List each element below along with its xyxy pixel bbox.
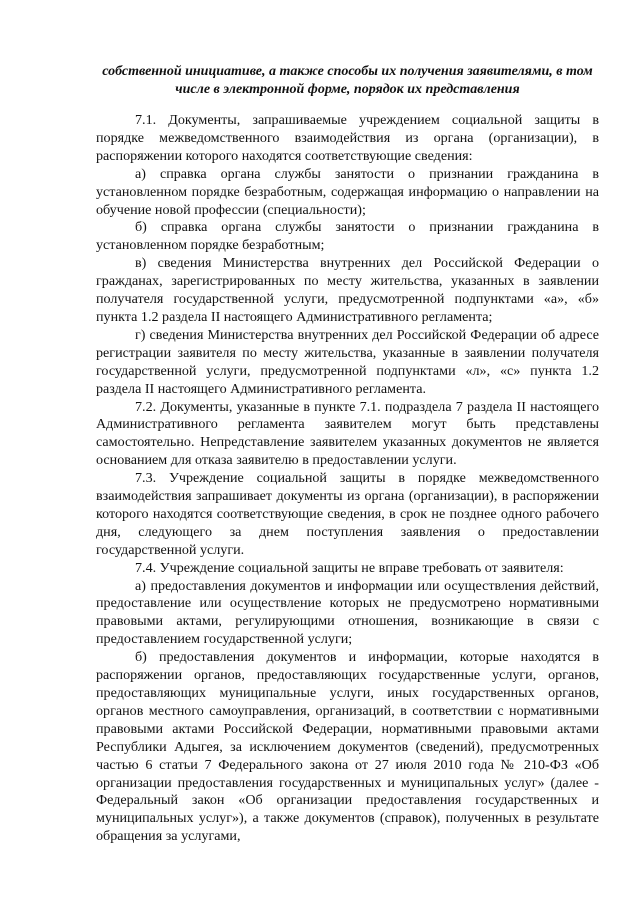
paragraph-7-2: 7.2. Документы, указанные в пункте 7.1. подраздела 7 раздела II настоящего Административного регламента заявителем могут быть представлены самостоятельно. Непредставление заявителем указанных документов не является основанием для отказа заявителю в предоставлении услуги.	[96, 398, 599, 469]
paragraph-7-3: 7.3. Учреждение социальной защиты в порядке межведомственного взаимодействия запрашивает документы из органа (организации), в распоряжении которого находятся соответствующие сведения, в срок не позднее одного рабочего дня, следующего за днем поступления заявления о предоставлении государственной услуги.	[96, 470, 599, 558]
paragraph-7-1: 7.1. Документы, запрашиваемые учреждением социальной защиты в порядке межведомственного взаимодействия из органа (организации), в распоряжении которого находятся соответствующие сведения:	[96, 112, 599, 164]
paragraph-7-1-b: б) справка органа службы занятости о признании гражданина в установленном порядке безработным;	[96, 219, 599, 254]
paragraph-7-1-g: г) сведения Министерства внутренних дел Российской Федерации об адресе регистрации заявителя по месту жительства, указанные в заявлении получателя государственной услуги, предусмотренной подпунктами «л», «с» пункта 1.2 раздела II настоящего Административного регламента.	[96, 326, 599, 397]
paragraph-7-1-v: в) сведения Министерства внутренних дел Российской Федерации о гражданах, зарегистрированных по месту жительства, указанных в заявлении получателя государственной услуги, предусмотренной подпунктами «а», «б» пункта 1.2 раздела II настоящего Административного регламента;	[96, 255, 599, 325]
paragraph-7-4: 7.4. Учреждение социальной защиты не вправе требовать от заявителя:	[135, 559, 564, 576]
section-heading: собственной инициативе, а также способы их получения заявителями, в том числе в электронной форме, порядок их представления	[102, 64, 593, 97]
paragraph-7-4-a: а) предоставления документов и информации или осуществления действий, предоставление или осуществление которых не предусмотрено нормативными правовыми актами, регулирующими отношения, возникающие в связи с предоставлением государственной услуги;	[96, 577, 599, 648]
paragraph-7-4-b: б) предоставления документов и информации, которые находятся в распоряжении органов, предоставляющих государственные услуги, органов, предоставляющих муниципальные услуги, иных государственных органов, органов местного самоуправления, организаций, в соответствии с нормативными правовыми актами Российской Федерации, нормативными правовыми актами Республики Адыгея, за исключением документов (сведений), предусмотренных частью 6 статьи 7 Федерального закона от 27 июля 2010 года № 210-ФЗ «Об организации предоставления государственных и муниципальных услуг» (далее - Федеральный закон «Об организации предоставления государственных и муниципальных услуг»), а также документов (справок), полученных в результате обращения за услугами,	[96, 649, 599, 845]
document-body	[96, 112, 599, 846]
paragraph-7-1-a: а) справка органа службы занятости о признании гражданина в установленном порядке безработным, содержащая информацию о направлении на обучение новой профессии (специальности);	[96, 165, 599, 218]
